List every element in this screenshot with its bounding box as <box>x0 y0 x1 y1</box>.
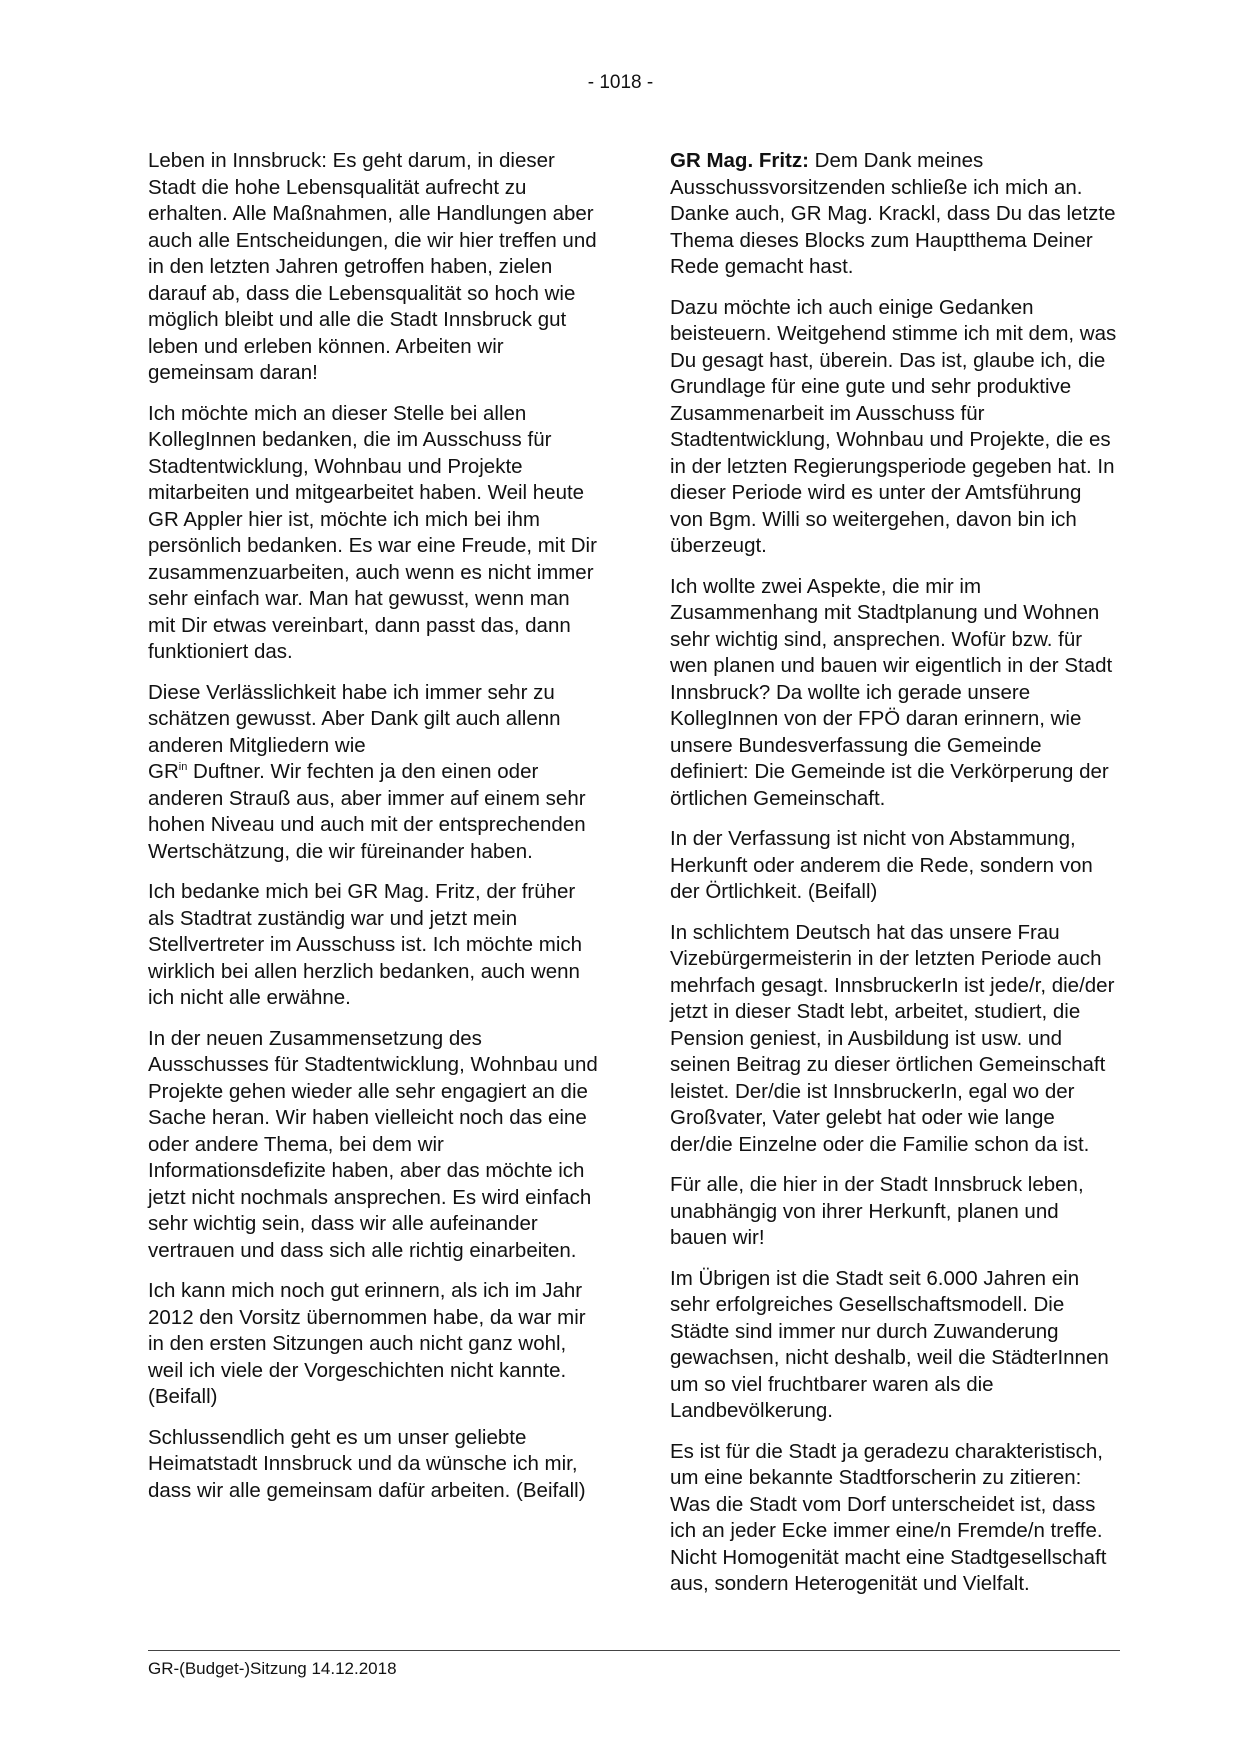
paragraph-text: Duftner. Wir fechten ja den einen oder anderen Strauß aus, aber immer auf einem sehr hohen Niveau und auch mit der entsprechenden Wertschätzung, die wir füreinander haben. <box>148 760 586 863</box>
paragraph: Es ist für die Stadt ja geradezu charakteristisch, um eine bekannte Stadtforscherin zu zitieren: Was die Stadt vom Dorf unterscheidet ist, dass ich an jeder Ecke immer eine/n Fremde/n treffe. Nicht Homogenität macht eine Stadtgesellschaft aus, sondern Heterogenität und Vielfalt. <box>670 1439 1107 1595</box>
title-superscript: in <box>178 761 188 774</box>
right-column <box>670 148 1120 1612</box>
paragraph: Ich möchte mich an dieser Stelle bei allen KollegInnen bedanken, die im Ausschuss für Stadtentwicklung, Wohnbau und Projekte mitarbeiten und mitgearbeitet haben. Weil heute GR Appler hier ist, möchte ich mich bei ihm persönlich bedanken. Es war eine Freude, mit Dir zusammenzuarbeiten, auch wenn es nicht immer sehr einfach war. Man hat gewusst, wenn man mit Dir etwas vereinbart, dann passt das, dann funktioniert das. <box>148 401 597 663</box>
paragraph-text: Diese Verlässlichkeit habe ich immer sehr zu schätzen gewusst. Aber Dank gilt auch allenn anderen Mitgliedern wie <box>148 680 561 757</box>
paragraph: In schlichtem Deutsch hat das unsere Frau Vizebürgermeisterin in der letzten Periode auch mehrfach gesagt. InnsbruckerIn ist jede/r, die/der jetzt in dieser Stadt lebt, arbeitet, studiert, die Pension geniest, in Ausbildung ist usw. und seinen Beitrag zu dieser örtlichen Gemeinschaft leistet. Der/die ist InnsbruckerIn, egal wo der Großvater, Vater gelebt hat oder wie lange der/die Einzelne oder die Familie schon da ist. <box>670 920 1115 1156</box>
paragraph: In der neuen Zusammensetzung des Ausschusses für Stadtentwicklung, Wohnbau und Projekte gehen wieder alle sehr engagiert an die Sache heran. Wir haben vielleicht noch das eine oder andere Thema, bei dem wir Informationsdefizite haben, aber das möchte ich jetzt nicht nochmals ansprechen. Es wird einfach sehr wichtig sein, dass wir alle aufeinander vertrauen und dass sich alle richtig einarbeiten. <box>148 1026 598 1262</box>
council-title: GR <box>148 760 179 783</box>
paragraph: Ich wollte zwei Aspekte, die mir im Zusammenhang mit Stadtplanung und Wohnen sehr wichtig sind, ansprechen. Wofür bzw. für wen planen und bauen wir eigentlich in der Stadt Innsbruck? Da wollte ich gerade unsere KollegInnen von der FPÖ daran erinnern, wie unsere Bundesverfassung die Gemeinde definiert: Die Gemeinde ist die Verkörperung der örtlichen Gemeinschaft. <box>670 574 1113 810</box>
paragraph: In der Verfassung ist nicht von Abstammung, Herkunft oder anderem die Rede, sondern von der Örtlichkeit. (Beifall) <box>670 827 1093 903</box>
paragraph <box>148 680 598 866</box>
footer-session-info: GR-(Budget-)Sitzung 14.12.2018 <box>148 1659 397 1678</box>
paragraph: Dazu möchte ich auch einige Gedanken beisteuern. Weitgehend stimme ich mit dem, was Du gesagt hast, überein. Das ist, glaube ich, die Grundlage für eine gute und sehr produktive Zusammenarbeit im Ausschuss für Stadtentwicklung, Wohnbau und Projekte, die es in der letzten Regierungsperiode gegeben hat. In dieser Periode wird es unter der Amtsführung von Bgm. Willi so weitergehen, davon bin ich überzeugt. <box>670 295 1117 557</box>
paragraph: Schlussendlich geht es um unser geliebte Heimatstadt Innsbruck und da wünsche ich mir, dass wir alle gemeinsam dafür arbeiten. (Beifall) <box>148 1425 586 1502</box>
paragraph: Ich kann mich noch gut erinnern, als ich im Jahr 2012 den Vorsitz übernommen habe, da war mir in den ersten Sitzungen auch nicht ganz wohl, weil ich viele der Vorgeschichten nicht kannte. (Beifall) <box>148 1279 586 1408</box>
paragraph: Leben in Innsbruck: Es geht darum, in dieser Stadt die hohe Lebensqualität aufrecht zu erhalten. Alle Maßnahmen, alle Handlungen aber auch alle Entscheidungen, die wir hier treffen und in den letzten Jahren getroffen haben, zielen darauf ab, dass die Lebensqualität so hoch wie möglich bleibt und alle die Stadt Innsbruck gut leben und erleben können. Arbeiten wir gemeinsam daran! <box>148 149 597 384</box>
paragraph: Für alle, die hier in der Stadt Innsbruck leben, unabhängig von ihrer Herkunft, planen und bauen wir! <box>670 1173 1084 1249</box>
paragraph: Ich bedanke mich bei GR Mag. Fritz, der früher als Stadtrat zuständig war und jetzt mein Stellvertreter im Ausschuss ist. Ich möchte mich wirklich bei allen herzlich bedanken, auch wenn ich nicht alle erwähne. <box>148 880 583 1009</box>
page-number: - 1018 - <box>587 72 654 93</box>
speaker-name: GR Mag. Fritz: <box>670 149 809 172</box>
paragraph-text: Dem Dank meines Ausschussvorsitzenden schließe ich mich an. Danke auch, GR Mag. Krackl, dass Du das letzte Thema dieses Blocks zum Hauptthema Deiner Rede gemacht hast. <box>670 149 1116 278</box>
paragraph <box>670 148 1120 281</box>
paragraph: Im Übrigen ist die Stadt seit 6.000 Jahren ein sehr erfolgreiches Gesellschaftsmodell. Die Städte sind immer nur durch Zuwanderung gewachsen, nicht deshalb, weil die StädterInnen um so viel fruchtbarer waren als die Landbevölkerung. <box>670 1266 1109 1422</box>
footer-divider <box>148 1650 1120 1651</box>
left-column <box>148 148 598 1518</box>
